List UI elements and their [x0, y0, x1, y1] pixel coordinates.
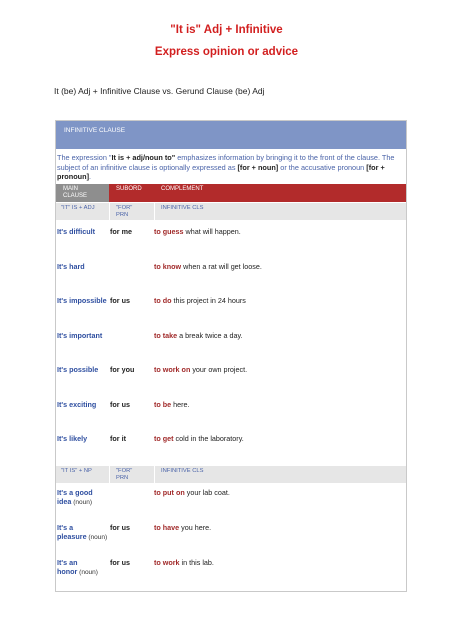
for-pronoun: for me: [110, 227, 132, 236]
infinitive-clause: [154, 365, 247, 374]
infinitive-verb: to get: [154, 434, 174, 443]
intro-emphasis: [for + noun]: [237, 162, 279, 172]
infinitive-clause: [154, 262, 262, 271]
intro-part: emphasizes information by bringing it to the front of the clause. The subject of an infinitive clause is optionally expressed as: [57, 153, 395, 172]
infinitive-verb: to be: [154, 400, 172, 409]
divider: [109, 466, 110, 483]
main-clause-line2: honor: [57, 567, 78, 576]
main-clause-line1: It's a: [57, 523, 74, 532]
infinitive-clause: [154, 558, 214, 567]
infinitive-verb: to work: [154, 558, 180, 567]
main-clause: It's hard: [57, 262, 85, 271]
intro-emphasis: It is + adj/noun to": [111, 153, 176, 162]
infinitive-clause: [154, 523, 211, 532]
table-banner-label: INFINITIVE CLAUSE: [64, 127, 126, 134]
infinitive-rest: here.: [171, 400, 190, 409]
intro-part: The expression ": [57, 153, 112, 162]
infinitive-clause: [154, 434, 244, 443]
infinitive-rest: what will happen.: [183, 227, 241, 236]
infinitive-clause: [154, 227, 241, 236]
for-pronoun: for us: [110, 523, 130, 532]
noun-tag: (noun): [77, 569, 98, 576]
column-header-complement: COMPLEMENT: [161, 186, 204, 192]
main-clause: [57, 488, 115, 507]
main-clause-line2: idea: [57, 497, 72, 506]
main-clause: It's important: [57, 331, 103, 340]
infinitive-clause: [154, 400, 190, 409]
main-clause: It's impossible: [57, 296, 107, 305]
subheader-col2: "FOR" PRN: [116, 205, 133, 218]
infinitive-verb: to guess: [154, 227, 184, 236]
infinitive-rest: your own project.: [190, 365, 248, 374]
intro-part: .: [89, 172, 92, 181]
infinitive-rest: when a rat will get loose.: [181, 262, 262, 271]
infinitive-clause: [154, 331, 243, 340]
main-clause-line1: It's an: [57, 558, 78, 567]
subheader-row-noun: [56, 466, 406, 483]
subheader-col1: "IT IS" + NP: [61, 468, 92, 474]
infinitive-verb: to do: [154, 296, 172, 305]
subheader-col3: INFINITIVE CLS: [161, 468, 204, 474]
for-pronoun: for you: [110, 365, 135, 374]
infinitive-clause: [154, 488, 230, 497]
title-line-1: "It is" Adj + Infinitive: [170, 24, 283, 36]
infinitive-verb: to put on: [154, 488, 185, 497]
for-pronoun: for us: [110, 296, 130, 305]
subheader-col3: INFINITIVE CLS: [161, 205, 204, 211]
for-pronoun: for us: [110, 558, 130, 567]
divider: [154, 466, 155, 483]
intro-emphasis: [for + pronoun]: [57, 162, 385, 181]
intro-text: [57, 153, 397, 182]
main-clause-line1: It's a good: [57, 488, 93, 497]
infinitive-verb: to have: [154, 523, 180, 532]
infinitive-rest: in this lab.: [179, 558, 214, 567]
divider: [109, 203, 110, 220]
main-clause: [57, 523, 115, 542]
main-clause: It's difficult: [57, 227, 96, 236]
column-header-row: [56, 184, 406, 202]
for-pronoun: for it: [110, 434, 126, 443]
intro-part: or the accusative pronoun: [278, 162, 367, 172]
table-banner: [56, 121, 406, 149]
column-header-subord: SUBORD: [116, 186, 142, 192]
infinitive-clause: [154, 296, 246, 305]
main-clause-line2: pleasure: [57, 532, 87, 541]
infinitive-rest: your lab coat.: [184, 488, 230, 497]
infinitive-rest: cold in the laboratory.: [173, 434, 244, 443]
for-pronoun: for us: [110, 400, 130, 409]
divider: [154, 203, 155, 220]
infinitive-verb: to take: [154, 331, 178, 340]
infinitive-rest: a break twice a day.: [177, 331, 243, 340]
infinitive-rest: you here.: [179, 523, 212, 532]
infinitive-table: [55, 120, 407, 592]
subheading: It (be) Adj + Infinitive Clause vs. Gerund Clause (be) Adj: [54, 86, 265, 96]
infinitive-rest: this project in 24 hours: [171, 296, 246, 305]
noun-tag: (noun): [86, 534, 108, 541]
noun-tag: (noun): [71, 499, 92, 506]
subheader-col1: "IT" IS + ADJ: [61, 205, 95, 211]
title-line-2: Express opinion or advice: [154, 46, 299, 58]
main-clause: It's possible: [57, 365, 99, 374]
column-header-main: MAIN CLAUSE: [63, 186, 88, 199]
subheader-col2: "FOR" PRN: [116, 468, 133, 481]
main-clause: [57, 558, 115, 577]
subheader-row-adj: [56, 203, 406, 220]
infinitive-verb: to work on: [154, 365, 191, 374]
infinitive-verb: to know: [154, 262, 182, 271]
main-clause: It's exciting: [57, 400, 97, 409]
main-clause: It's likely: [57, 434, 88, 443]
